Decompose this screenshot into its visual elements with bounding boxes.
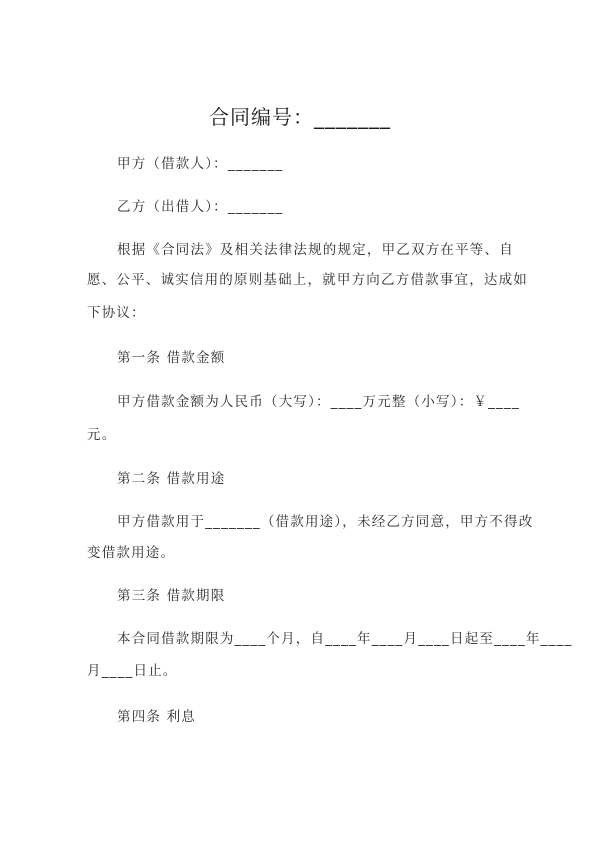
party-b-line: 乙方（出借人）：_______ <box>117 199 284 215</box>
party-a-line: 甲方（借款人）：_______ <box>117 156 284 172</box>
article-1-line-2: 元。 <box>87 427 117 443</box>
article-2-line-1: 甲方借款用于_______（借款用途），未经乙方同意，甲方不得改 <box>117 514 534 530</box>
article-1-line-1: 甲方借款金额为人民币（大写）：____万元整（小写）：￥____ <box>117 394 520 410</box>
article-2-line-2: 变借款用途。 <box>87 545 176 561</box>
article-2-heading: 第二条 借款用途 <box>117 471 226 487</box>
article-1-heading: 第一条 借款金额 <box>117 350 226 366</box>
article-3-line-1: 本合同借款期限为____个月，自____年____月____日起至____年____ <box>117 631 573 647</box>
article-4-heading: 第四条 利息 <box>117 709 196 725</box>
preamble-line-1: 根据《合同法》及相关法律法规的规定，甲乙双方在平等、自 <box>117 242 514 258</box>
article-3-heading: 第三条 借款期限 <box>117 588 226 604</box>
article-3-line-2: 月____日止。 <box>87 663 178 679</box>
preamble-line-2: 愿、公平、诚实信用的原则基础上，就甲方向乙方借款事宜，达成如 <box>87 272 528 288</box>
contract-number-title: 合同编号：_______ <box>209 105 391 129</box>
preamble-line-3: 下协议： <box>87 305 146 321</box>
